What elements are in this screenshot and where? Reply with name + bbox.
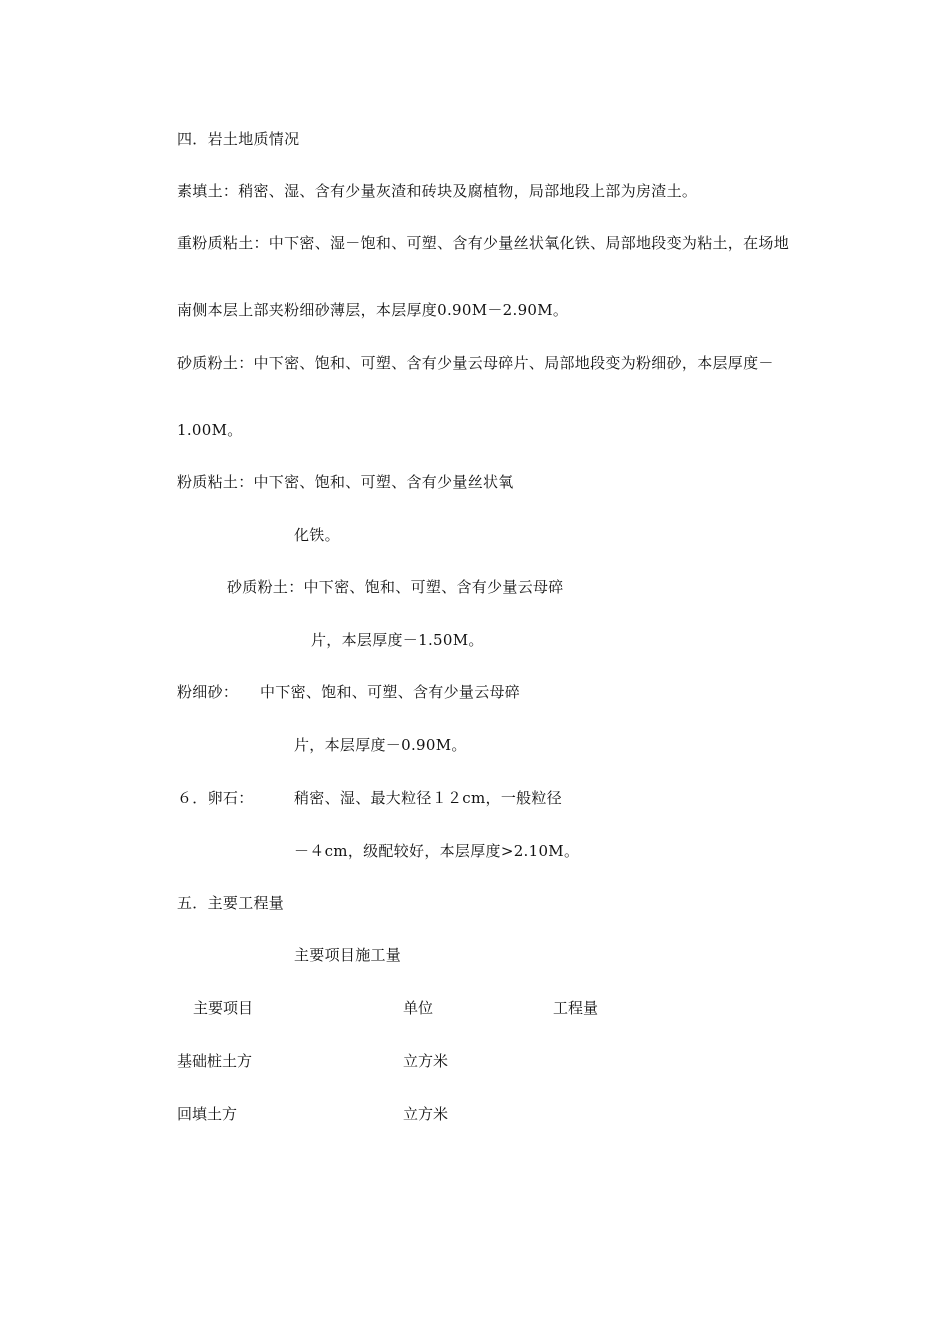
paragraph-line: 粉质粘土：中下密、饱和、可塑、含有少量丝状氧 <box>177 473 514 491</box>
paragraph-line: 素填土：稍密、湿、含有少量灰渣和砖块及腐植物，局部地段上部为房渣土。 <box>177 182 698 200</box>
table-header-item: 主要项目 <box>193 999 254 1017</box>
paragraph-line: 砂质粉土：中下密、饱和、可塑、含有少量云母碎片、局部地段变为粉细砂，本层厚度－ <box>177 354 774 372</box>
table-cell-item: 回填土方 <box>177 1105 238 1123</box>
table-cell-item: 基础桩土方 <box>177 1052 253 1070</box>
paragraph-line: 南侧本层上部夹粉细砂薄层，本层厚度0.90M－2.90M。 <box>177 301 569 319</box>
table-cell-unit: 立方米 <box>403 1105 449 1123</box>
paragraph-line-label: 粉细砂： <box>177 683 239 701</box>
table-header-quantity: 工程量 <box>553 999 599 1017</box>
paragraph-line: 重粉质粘土：中下密、湿－饱和、可塑、含有少量丝状氧化铁、局部地段变为粘土，在场地 <box>177 234 790 252</box>
paragraph-line: 砂质粉土：中下密、饱和、可塑、含有少量云母碎 <box>227 578 564 596</box>
paragraph-line: 片，本层厚度－1.50M。 <box>311 631 484 649</box>
paragraph-line: 稍密、湿、最大粒径１２cm，一般粒径 <box>294 789 563 807</box>
section-4-heading: 四．岩土地质情况 <box>177 130 300 148</box>
paragraph-line: 片，本层厚度－0.90M。 <box>294 736 467 754</box>
section-5-heading: 五．主要工程量 <box>177 894 285 912</box>
table-header-unit: 单位 <box>403 999 434 1017</box>
paragraph-line: 1.00M。 <box>177 421 243 439</box>
table-cell-unit: 立方米 <box>403 1052 449 1070</box>
paragraph-line: 化铁。 <box>294 526 340 544</box>
paragraph-line: 中下密、饱和、可塑、含有少量云母碎 <box>260 683 521 701</box>
table-title: 主要项目施工量 <box>294 946 402 964</box>
paragraph-line: －４cm，级配较好，本层厚度>2.10M。 <box>294 842 580 860</box>
paragraph-line-label: ６．卵石： <box>177 789 254 807</box>
